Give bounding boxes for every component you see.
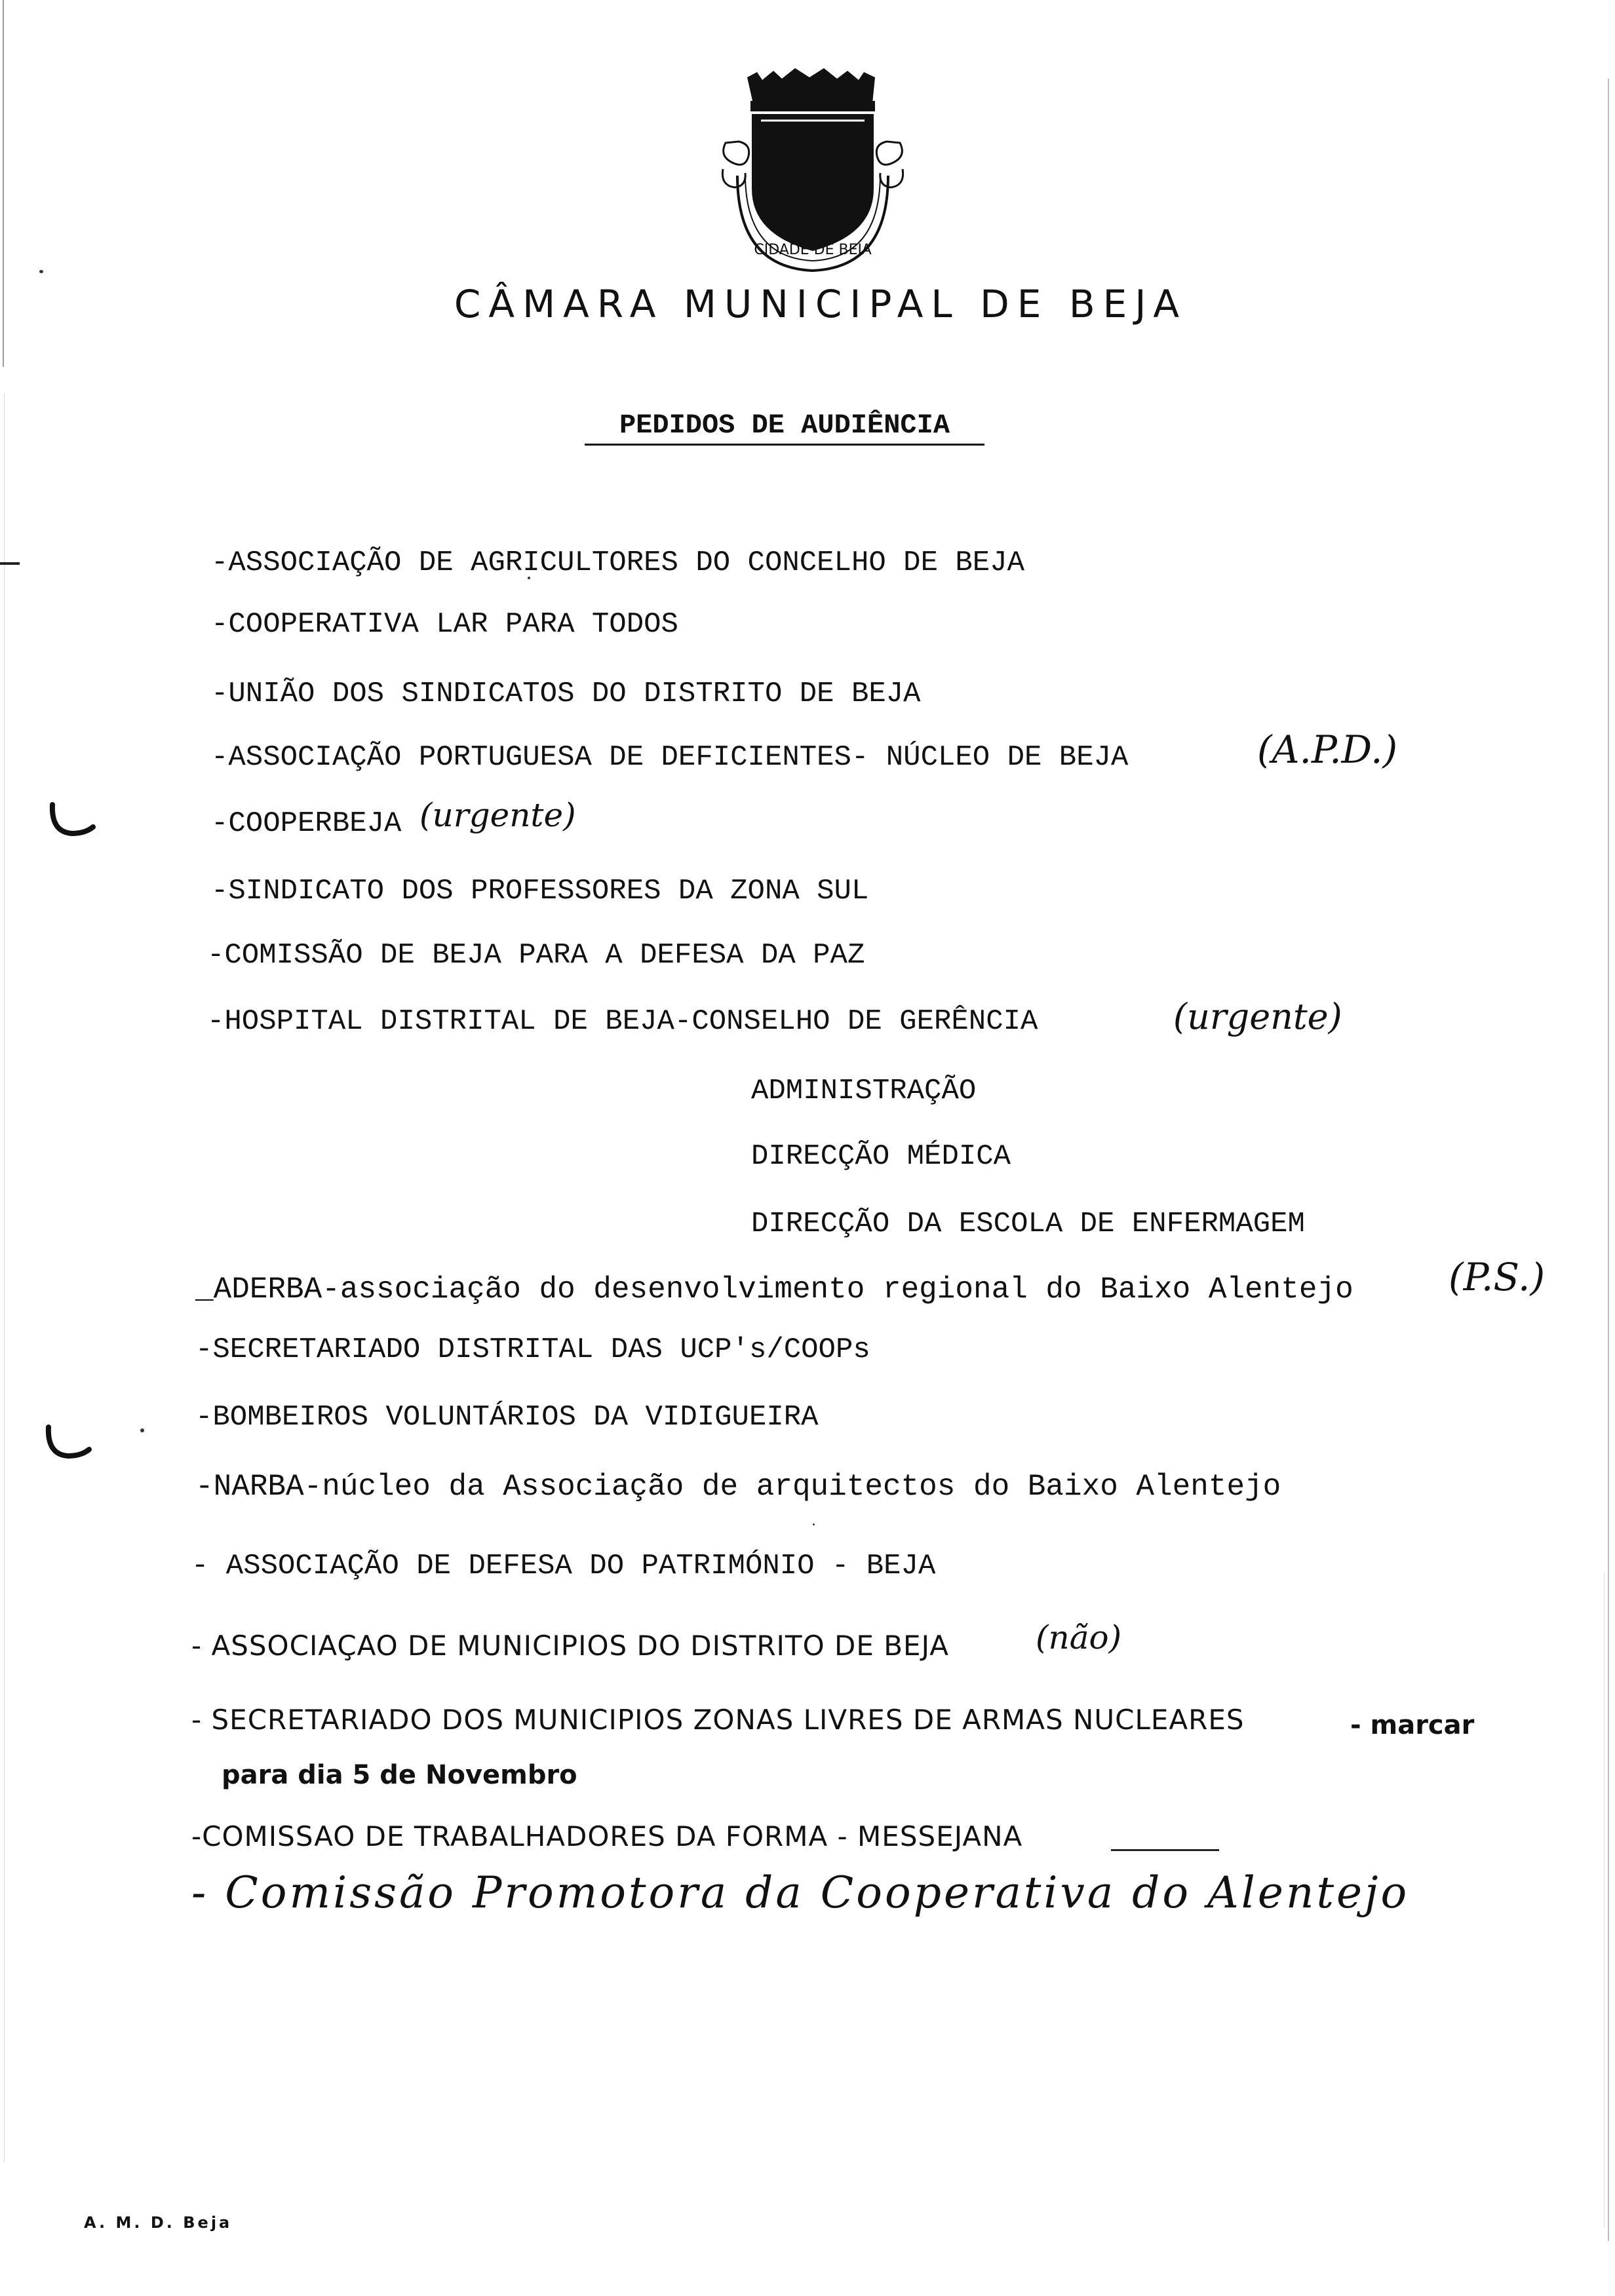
list-item-note: - marcar bbox=[1350, 1710, 1475, 1740]
list-item: -HOSPITAL DISTRITAL DE BEJA-CONSELHO DE GERÊNCIA bbox=[207, 1005, 1038, 1038]
list-item-note: para dia 5 de Novembro bbox=[222, 1760, 577, 1790]
list-item: -COMISSAO DE TRABALHADORES DA FORMA - MESSEJANA bbox=[191, 1820, 1023, 1852]
list-item: -SECRETARIADO DISTRITAL DAS UCP's/COOPs bbox=[195, 1333, 870, 1366]
scan-speck bbox=[39, 270, 43, 273]
list-item: - ASSOCIAÇAO DE MUNICIPIOS DO DISTRITO DE BEJA bbox=[191, 1630, 949, 1662]
list-item: -NARBA-núcleo da Associação de arquitectos do Baixo Alentejo bbox=[195, 1470, 1281, 1504]
list-item: -ASSOCIAÇÃO PORTUGUESA DE DEFICIENTES- NÚCLEO DE BEJA bbox=[211, 741, 1129, 774]
list-item: - SECRETARIADO DOS MUNICIPIOS ZONAS LIVRES DE ARMAS NUCLEARES bbox=[191, 1704, 1245, 1736]
handwritten-note: (A.P.D.) bbox=[1257, 727, 1398, 772]
handwritten-note: (urgente) bbox=[1173, 996, 1342, 1037]
handwritten-note: (P.S.) bbox=[1449, 1255, 1546, 1299]
scan-speck bbox=[813, 1523, 815, 1525]
scan-edge bbox=[1608, 79, 1609, 2241]
list-item: _ADERBA-associação do desenvolvimento regional do Baixo Alentejo bbox=[195, 1272, 1353, 1307]
handwritten-note: (urgente) bbox=[419, 796, 576, 834]
list-item: -COOPERATIVA LAR PARA TODOS bbox=[211, 608, 678, 641]
list-item: - ASSOCIAÇÃO DE DEFESA DO PATRIMÓNIO - BEJA bbox=[191, 1550, 936, 1582]
margin-mark bbox=[0, 562, 20, 565]
scan-edge bbox=[4, 393, 5, 2162]
list-item: -BOMBEIROS VOLUNTÁRIOS DA VIDIGUEIRA bbox=[195, 1401, 819, 1434]
scan-speck bbox=[140, 1428, 144, 1432]
scan-edge bbox=[1604, 1573, 1605, 2228]
city-crest-emblem bbox=[711, 58, 914, 280]
crest-label: CIDADE DE BEJA bbox=[754, 242, 872, 258]
handwritten-underline bbox=[1111, 1849, 1219, 1851]
list-item: -COMISSÃO DE BEJA PARA A DEFESA DA PAZ bbox=[207, 939, 865, 972]
margin-check-mark bbox=[42, 1422, 94, 1468]
handwritten-note: - Comissão Promotora da Cooperativa do Alentejo bbox=[191, 1867, 1410, 1918]
list-item: ADMINISTRAÇÃO bbox=[751, 1075, 977, 1107]
list-item: -COOPERBEJA bbox=[211, 807, 402, 840]
page-title: CÂMARA MUNICIPAL DE BEJA bbox=[454, 282, 1188, 326]
list-item: -ASSOCIAÇÃO DE AGRICULTORES DO CONCELHO DE BEJA bbox=[211, 546, 1025, 579]
list-item: -SINDICATO DOS PROFESSORES DA ZONA SUL bbox=[211, 875, 869, 908]
handwritten-note: (não) bbox=[1036, 1618, 1122, 1656]
archive-footer: A. M. D. Beja bbox=[84, 2213, 233, 2232]
document-heading: PEDIDOS DE AUDIÊNCIA bbox=[585, 410, 984, 446]
list-item: DIRECÇÃO DA ESCOLA DE ENFERMAGEM bbox=[751, 1208, 1305, 1240]
list-item: -UNIÃO DOS SINDICATOS DO DISTRITO DE BEJA bbox=[211, 678, 921, 710]
list-item: DIRECÇÃO MÉDICA bbox=[751, 1140, 1011, 1173]
margin-check-mark bbox=[46, 799, 98, 845]
